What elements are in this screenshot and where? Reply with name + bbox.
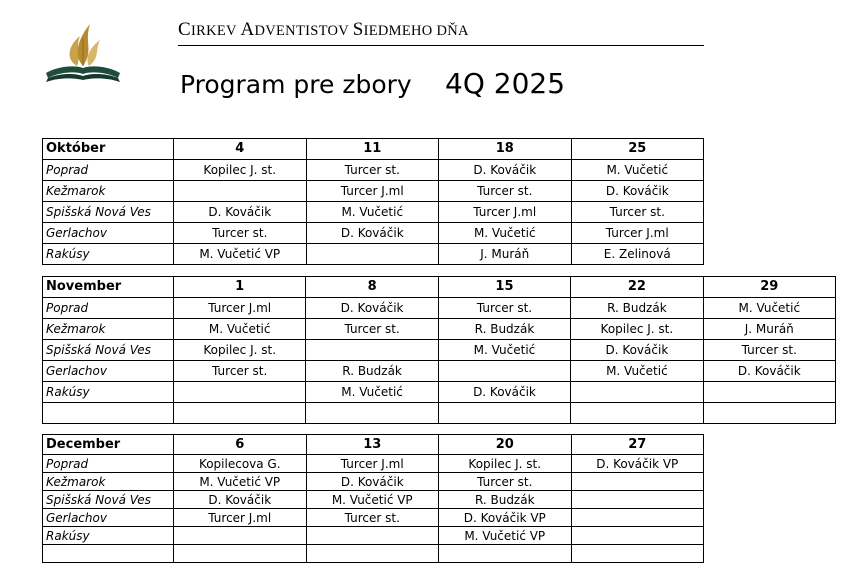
church-name: Spišská Nová Ves <box>43 340 174 361</box>
preacher-cell: J. Muráň <box>703 319 835 340</box>
preacher-cell: J. Muráň <box>439 244 572 265</box>
preacher-cell: Turcer st. <box>571 202 704 223</box>
table-row <box>43 455 704 473</box>
church-name: Rakúsy <box>43 527 174 545</box>
church-name: Kežmarok <box>43 181 174 202</box>
schedule-table-december <box>42 434 704 563</box>
preacher-cell: D. Kováčik <box>439 160 572 181</box>
preacher-cell <box>571 527 704 545</box>
table-row <box>43 473 704 491</box>
preacher-cell: D. Kováčik <box>571 181 704 202</box>
header-divider <box>178 45 704 46</box>
preacher-cell <box>438 403 570 424</box>
preacher-cell: D. Kováčik <box>174 491 307 509</box>
table-row <box>43 160 704 181</box>
preacher-cell: M. Vučetić <box>174 319 306 340</box>
preacher-cell: Turcer J.ml <box>174 509 307 527</box>
church-name: Gerlachov <box>43 223 174 244</box>
table-row <box>43 340 836 361</box>
month-name: Október <box>43 139 174 160</box>
preacher-cell: M. Vučetić <box>306 382 438 403</box>
table-row <box>43 223 704 244</box>
organization-name: CIRKEV ADVENTISTOV SIEDMEHO DŇA <box>178 19 469 40</box>
date-header: 8 <box>306 277 438 298</box>
preacher-cell: M. Vučetić VP <box>174 473 307 491</box>
preacher-cell: D. Kováčik <box>306 298 438 319</box>
table-header-row <box>43 435 704 455</box>
preacher-cell <box>571 509 704 527</box>
church-name: Spišská Nová Ves <box>43 202 174 223</box>
date-header: 22 <box>571 277 703 298</box>
church-name <box>43 545 174 563</box>
preacher-cell: Turcer st. <box>439 181 572 202</box>
preacher-cell <box>703 382 835 403</box>
preacher-cell: M. Vučetić <box>571 160 704 181</box>
church-name: Gerlachov <box>43 361 174 382</box>
preacher-cell <box>306 244 439 265</box>
month-name: November <box>43 277 174 298</box>
preacher-cell <box>571 403 703 424</box>
preacher-cell: D. Kováčik <box>571 340 703 361</box>
table-row <box>43 298 836 319</box>
preacher-cell: R. Budzák <box>438 319 570 340</box>
date-header: 18 <box>439 139 572 160</box>
church-name: Rakúsy <box>43 244 174 265</box>
church-name: Kežmarok <box>43 319 174 340</box>
preacher-cell <box>571 545 704 563</box>
preacher-cell: M. Vučetić <box>703 298 835 319</box>
preacher-cell: Turcer st. <box>306 160 439 181</box>
church-name <box>43 403 174 424</box>
preacher-cell: Turcer J.ml <box>174 298 306 319</box>
preacher-cell: R. Budzák <box>306 361 438 382</box>
preacher-cell: Kopilecova G. <box>174 455 307 473</box>
table-row <box>43 382 836 403</box>
preacher-cell: Kopilec J. st. <box>439 455 572 473</box>
table-row <box>43 509 704 527</box>
table-row <box>43 244 704 265</box>
preacher-cell <box>174 382 306 403</box>
date-header: 27 <box>571 435 704 455</box>
table-row <box>43 319 836 340</box>
preacher-cell <box>306 527 439 545</box>
church-name: Poprad <box>43 455 174 473</box>
schedule-table-october <box>42 138 704 265</box>
church-name: Gerlachov <box>43 509 174 527</box>
preacher-cell: D. Kováčik <box>703 361 835 382</box>
preacher-cell: M. Vučetić VP <box>306 491 439 509</box>
preacher-cell: D. Kováčik <box>306 473 439 491</box>
church-logo-icon <box>42 16 124 84</box>
preacher-cell: Turcer st. <box>306 319 438 340</box>
preacher-cell: D. Kováčik <box>174 202 307 223</box>
date-header: 20 <box>439 435 572 455</box>
schedule-table-november <box>42 276 836 424</box>
preacher-cell: Turcer J.ml <box>306 181 439 202</box>
preacher-cell <box>703 403 835 424</box>
preacher-cell: Kopilec J. st. <box>174 160 307 181</box>
preacher-cell <box>571 473 704 491</box>
date-header: 29 <box>703 277 835 298</box>
date-header: 25 <box>571 139 704 160</box>
date-header: 1 <box>174 277 306 298</box>
preacher-cell <box>439 545 572 563</box>
table-row <box>43 202 704 223</box>
preacher-cell <box>571 382 703 403</box>
preacher-cell <box>174 403 306 424</box>
table-row <box>43 403 836 424</box>
table-row <box>43 527 704 545</box>
date-header: 6 <box>174 435 307 455</box>
preacher-cell: D. Kováčik <box>306 223 439 244</box>
preacher-cell: Turcer J.ml <box>439 202 572 223</box>
page-title: Program pre zbory <box>180 70 412 99</box>
preacher-cell <box>571 491 704 509</box>
table-row <box>43 181 704 202</box>
preacher-cell <box>306 403 438 424</box>
table-row <box>43 491 704 509</box>
preacher-cell: Turcer st. <box>306 509 439 527</box>
preacher-cell <box>174 527 307 545</box>
preacher-cell: M. Vučetić <box>438 340 570 361</box>
preacher-cell: R. Budzák <box>571 298 703 319</box>
preacher-cell: M. Vučetić VP <box>174 244 307 265</box>
preacher-cell: M. Vučetić <box>306 202 439 223</box>
date-header: 15 <box>438 277 570 298</box>
preacher-cell: D. Kováčik VP <box>571 455 704 473</box>
preacher-cell: Turcer J.ml <box>571 223 704 244</box>
preacher-cell <box>306 545 439 563</box>
table-header-row <box>43 277 836 298</box>
preacher-cell <box>174 181 307 202</box>
preacher-cell: D. Kováčik VP <box>439 509 572 527</box>
preacher-cell <box>438 361 570 382</box>
table-row <box>43 361 836 382</box>
preacher-cell <box>174 545 307 563</box>
table-row <box>43 545 704 563</box>
preacher-cell: D. Kováčik <box>438 382 570 403</box>
church-name: Rakúsy <box>43 382 174 403</box>
preacher-cell: Turcer st. <box>438 298 570 319</box>
quarter-label: 4Q 2025 <box>445 67 566 100</box>
preacher-cell: E. Zelinová <box>571 244 704 265</box>
month-name: December <box>43 435 174 455</box>
table-header-row <box>43 139 704 160</box>
preacher-cell: M. Vučetić <box>439 223 572 244</box>
church-name: Spišská Nová Ves <box>43 491 174 509</box>
preacher-cell: Turcer J.ml <box>306 455 439 473</box>
preacher-cell: Kopilec J. st. <box>571 319 703 340</box>
preacher-cell: Turcer st. <box>703 340 835 361</box>
preacher-cell: Turcer st. <box>174 361 306 382</box>
church-name: Kežmarok <box>43 473 174 491</box>
date-header: 13 <box>306 435 439 455</box>
preacher-cell: R. Budzák <box>439 491 572 509</box>
church-name: Poprad <box>43 298 174 319</box>
date-header: 11 <box>306 139 439 160</box>
church-name: Poprad <box>43 160 174 181</box>
preacher-cell: M. Vučetić VP <box>439 527 572 545</box>
preacher-cell: Kopilec J. st. <box>174 340 306 361</box>
date-header: 4 <box>174 139 307 160</box>
preacher-cell: M. Vučetić <box>571 361 703 382</box>
preacher-cell <box>306 340 438 361</box>
preacher-cell: Turcer st. <box>439 473 572 491</box>
preacher-cell: Turcer st. <box>174 223 307 244</box>
